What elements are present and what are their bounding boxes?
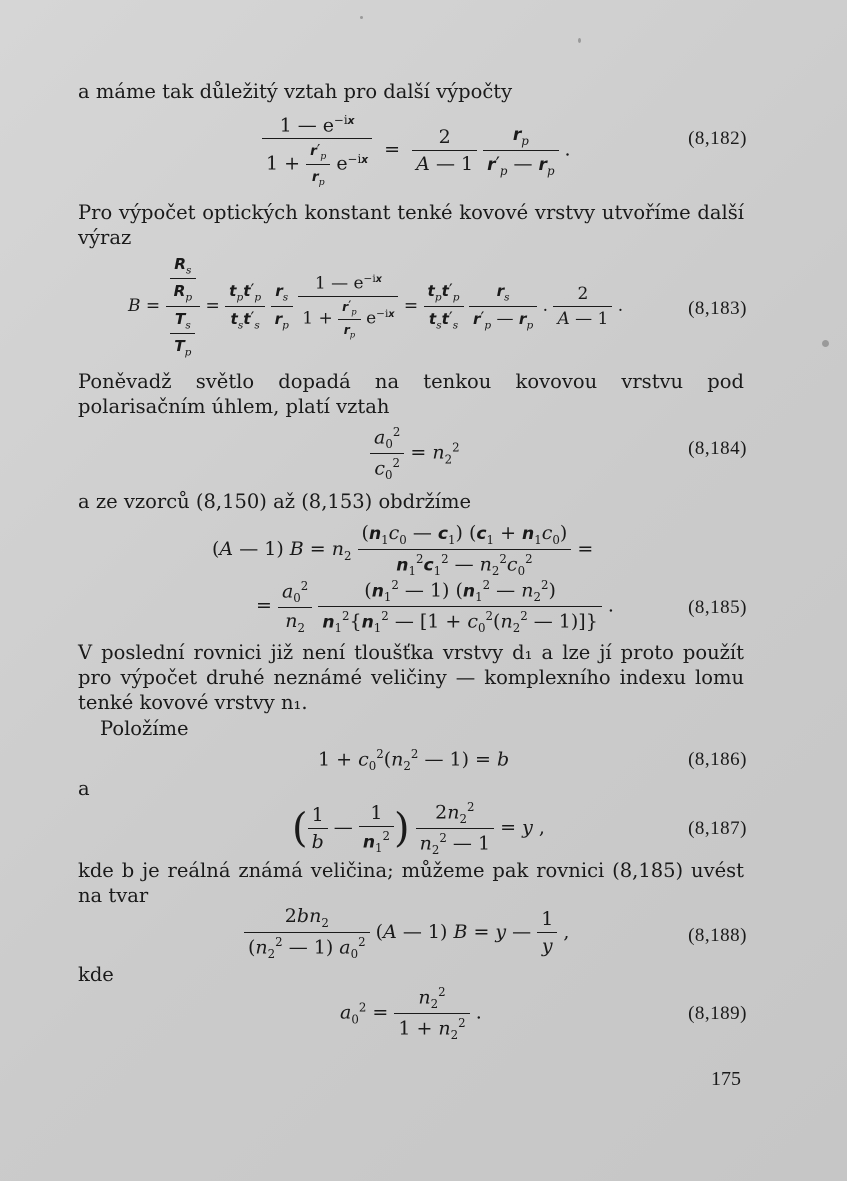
equation-number-8-187: (8,187) <box>688 818 747 839</box>
equation-8-186: $1 + c_0^2(n_2^2$ — 1) = b <box>318 747 510 774</box>
equation-number-8-188: (8,188) <box>688 925 747 946</box>
equation-8-185-line1: (A — 1) $B = n_2$ $\frac{(n_1c_0 — c_1) (c_1 + n_1c_0)}{n_1^2c_1^2 — n_2^2c_0^2}$ = <box>212 522 594 578</box>
scan-speck <box>822 340 829 347</box>
paragraph-polozime: Položíme <box>100 717 189 740</box>
paragraph-intro: a máme tak důležitý vztah pro další výpočty <box>78 80 513 103</box>
equation-8-184: $\frac{a_0^2}{c_0^2}$ = $n_2^2$ <box>370 425 460 482</box>
equation-8-183: B = $\frac{\frac{R_s}{R_p}}{\frac{T_s}{T_p}}$ = $\frac{t_pt'_p}{t_st'_s}$ $\frac{r_s}{r_p}$ 1 — $e^{-ix}$ 1 + $\frac{r'_p}{r_p}$ $e^{-ix}$ = $\frac{t_pt'_p}{t_st'_s}$ $\frac{r_s}{r'_p — r_p}$ . $\frac{2}{A — 1}$ . <box>128 255 624 359</box>
scan-speck <box>360 16 363 19</box>
paragraph-polarisation: Poněvadž světlo dopadá na tenkou kovovou vrstvu pod polarisačním úhlem, platí vztah <box>78 370 744 418</box>
scan-speck <box>578 38 581 43</box>
connector-kde: kde <box>78 963 114 986</box>
equation-8-182: 1 — $e^{-ix}$ 1 + $\frac{r'_p}{r_p}$ $e^{-ix}$ = $\frac{2}{A — 1}$ $\frac{r_p}{r'_p — r_p}$ . <box>262 113 571 188</box>
paragraph-optical-constants: Pro výpočet optických konstant tenké kovové vrstvy utvoříme další výraz <box>78 201 744 249</box>
equation-number-8-186: (8,186) <box>688 749 747 770</box>
paragraph-real-quantity: kde b je reálná známá veličina; můžeme pak rovnici (8,185) uvést na tvar <box>78 859 744 907</box>
equation-number-8-183: (8,183) <box>688 298 747 319</box>
equation-number-8-185: (8,185) <box>688 597 747 618</box>
equation-8-188: $\frac{2bn_2}{(n_2^2 — 1) a_0^2}$ (A — 1) B = y — $\frac{1}{y}$ , <box>244 905 569 961</box>
equation-8-187: ( $\frac{1}{b}$ — $\frac{1}{n_1^2}$ ) $\frac{2n_2^2}{n_2^2 — 1}$ = y , <box>292 800 545 858</box>
paragraph-thickness: V poslední rovnici již není tloušťka vrstvy d₁ a lze jí proto použít pro výpočet druhé neznámé veličiny — komplexního indexu lomu tenké kovové vrstvy n₁. <box>78 641 744 714</box>
page-number: 175 <box>711 1068 741 1090</box>
equation-8-189: $a_0^2$ = $\frac{n_2^2}{1 + n_2^2}$ . <box>340 985 482 1043</box>
paragraph-from-formulas: a ze vzorců (8,150) až (8,153) obdržíme <box>78 490 472 513</box>
equation-8-185-line2: = $\frac{a_0^2}{n_2}$ $\frac{(n_1^2 — 1) (n_1^2 — n_2^2)}{n_1^2\{n_1^2 — [1 + c_0^2(n_2^2 — 1)]\}}$ . <box>256 578 614 636</box>
equation-number-8-184: (8,184) <box>688 438 747 459</box>
connector-a: a <box>78 777 90 800</box>
equation-number-8-182: (8,182) <box>688 128 747 149</box>
equation-number-8-189: (8,189) <box>688 1003 747 1024</box>
